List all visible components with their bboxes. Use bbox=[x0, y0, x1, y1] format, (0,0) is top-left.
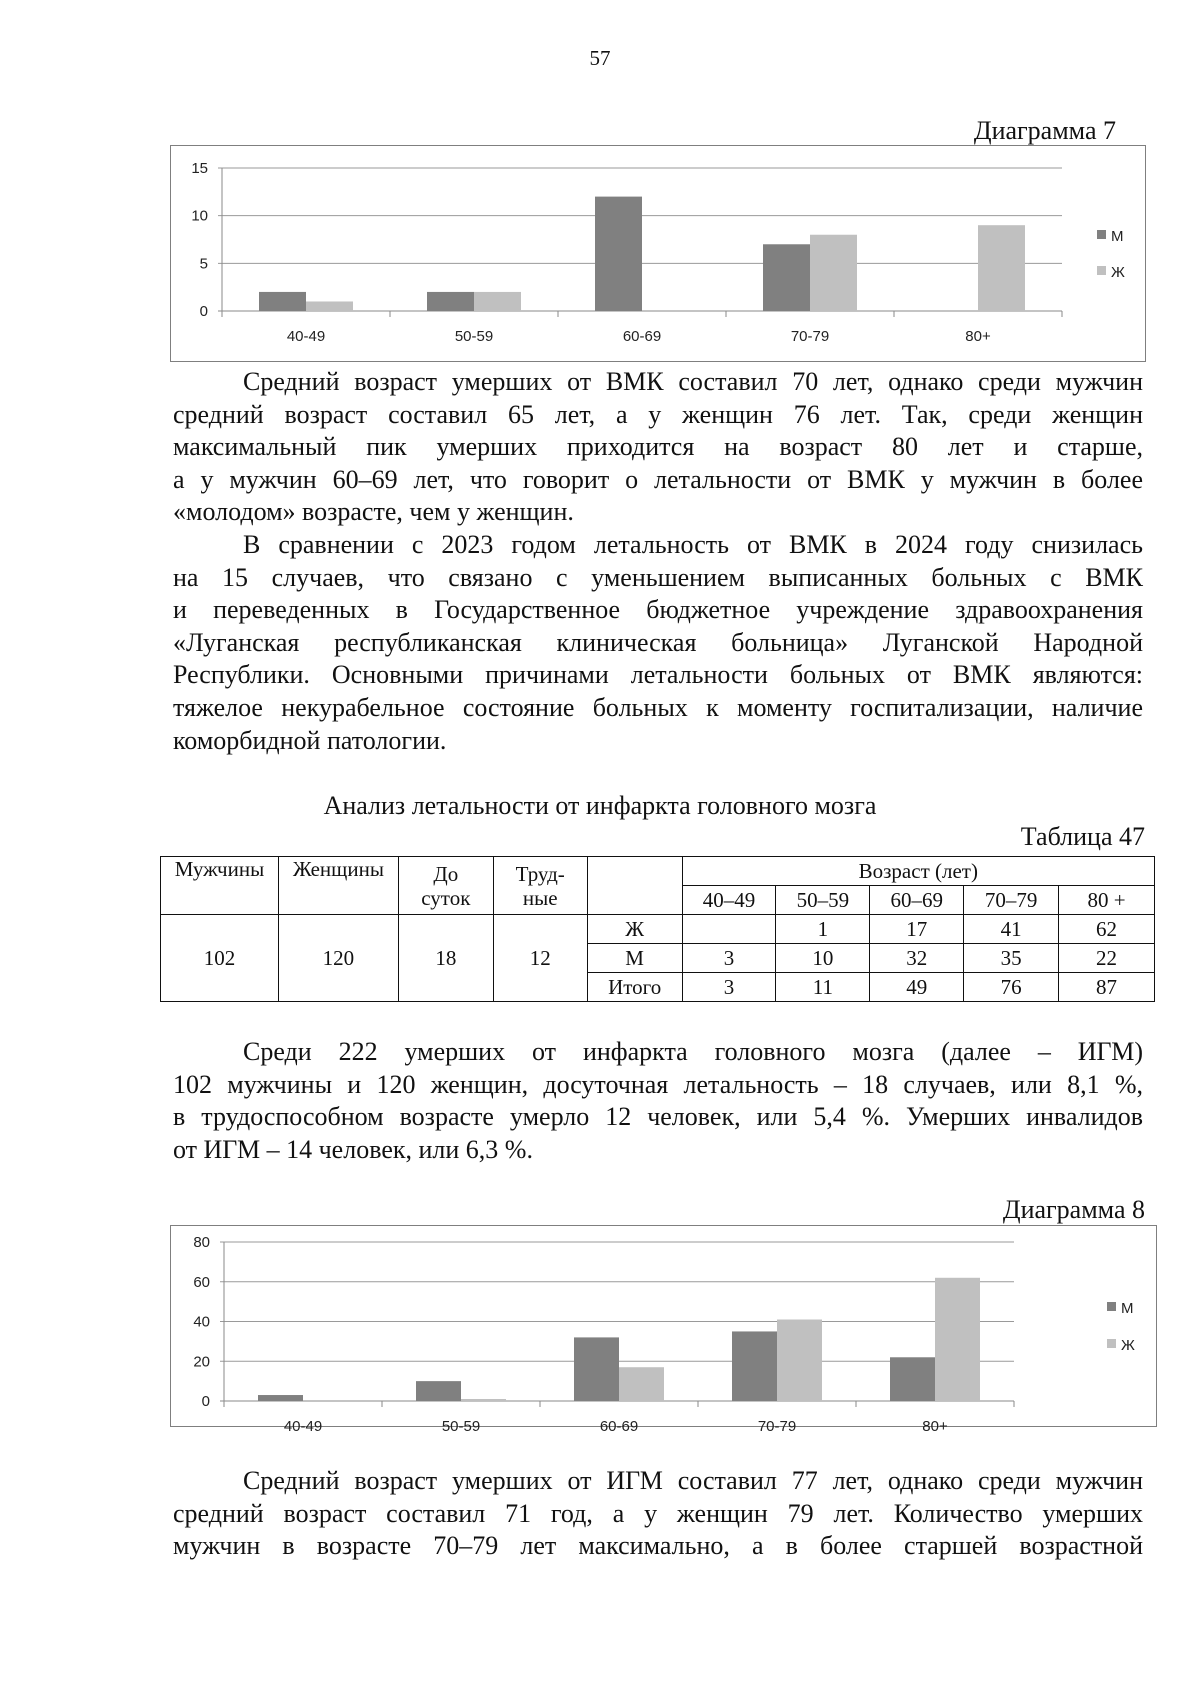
x-tick-label: 40-49 bbox=[283, 1418, 323, 1435]
legend-swatch bbox=[1107, 1339, 1116, 1348]
header-day: До суток bbox=[398, 857, 493, 915]
page-number: 57 bbox=[589, 46, 611, 70]
bar bbox=[595, 197, 642, 311]
bar bbox=[763, 244, 810, 311]
paragraph-vmk-comparison bbox=[173, 529, 1143, 757]
paragraph-vmk-age bbox=[173, 366, 1143, 529]
text-line: Средний возраст умерших от ВМК составил 70 лет, однако среди мужчин bbox=[243, 367, 1143, 396]
header-blank bbox=[587, 857, 682, 915]
legend-swatch bbox=[1107, 1302, 1116, 1311]
bar bbox=[935, 1278, 980, 1401]
text-line: коморбидной патологии. bbox=[173, 725, 447, 755]
x-tick-label: 70-79 bbox=[790, 328, 830, 345]
legend-swatch bbox=[1097, 266, 1106, 275]
y-tick-label: 10 bbox=[191, 207, 208, 225]
y-tick-label: 5 bbox=[199, 255, 208, 273]
bar bbox=[732, 1331, 777, 1401]
table-cell: 87 bbox=[1059, 973, 1155, 1002]
header-work: Труд- ные bbox=[493, 857, 587, 915]
bar bbox=[810, 235, 857, 311]
bar bbox=[978, 225, 1025, 311]
y-tick-label: 80 bbox=[193, 1234, 210, 1251]
chart8-frame bbox=[170, 1225, 1157, 1435]
text-line: средний возраст составил 65 лет, а у женщин 76 лет. Так, среди женщин bbox=[173, 399, 1143, 429]
text-line: на 15 случаев, что связано с уменьшением выписанных больных с ВМК bbox=[173, 562, 1143, 592]
bar bbox=[461, 1399, 506, 1401]
x-tick-label: 40-49 bbox=[286, 328, 326, 345]
paragraph-igm-age bbox=[173, 1465, 1143, 1563]
bar bbox=[259, 292, 306, 311]
table-cell: 62 bbox=[1059, 915, 1155, 944]
text-line: Среди 222 умерших от инфаркта головного мозга (далее – ИГМ) bbox=[243, 1037, 1143, 1066]
text-line: мужчин в возрасте 70–79 лет максимально, а в более старшей возрастной bbox=[173, 1531, 1143, 1561]
legend-label: Ж bbox=[1121, 1337, 1135, 1354]
header-men: Мужчины bbox=[161, 857, 279, 915]
text-line: средний возраст составил 71 год, а у женщин 79 лет. Количество умерших bbox=[173, 1498, 1143, 1528]
legend-label: М bbox=[1111, 228, 1124, 245]
cell-women: 120 bbox=[278, 915, 398, 1002]
table-cell: 11 bbox=[776, 973, 870, 1002]
text-line: максимальный пик умерших приходится на возраст 80 лет и старше, bbox=[173, 432, 1143, 462]
x-tick-label: 80+ bbox=[965, 328, 991, 345]
bar bbox=[427, 292, 474, 311]
header-age-group: 80 + bbox=[1059, 886, 1155, 915]
table-cell: 3 bbox=[682, 973, 776, 1002]
table-cell: 32 bbox=[870, 944, 964, 973]
cell-men: 102 bbox=[161, 915, 279, 1002]
y-tick-label: 60 bbox=[193, 1273, 210, 1291]
text-line: В сравнении с 2023 годом летальность от ВМК в 2024 году снизилась bbox=[243, 530, 1143, 559]
bar bbox=[416, 1381, 461, 1401]
header-age-group: 40–49 bbox=[682, 886, 776, 915]
legend-label: М bbox=[1121, 1300, 1134, 1317]
chart7 bbox=[171, 146, 1145, 361]
y-tick-label: 40 bbox=[193, 1313, 210, 1331]
text-line: Республики. Основными причинами летальности больных от ВМК являются: bbox=[173, 660, 1143, 690]
header-age-group: 50–59 bbox=[776, 886, 870, 915]
header-age-group: 60–69 bbox=[870, 886, 964, 915]
text-line: «Луганская республиканская клиническая больница» Луганской Народной bbox=[173, 627, 1143, 657]
table-cell: 76 bbox=[964, 973, 1059, 1002]
table-cell: 17 bbox=[870, 915, 964, 944]
x-tick-label: 60-69 bbox=[622, 328, 662, 345]
x-tick-label: 80+ bbox=[922, 1418, 948, 1435]
header-women: Женщины bbox=[278, 857, 398, 915]
table-cell: 41 bbox=[964, 915, 1059, 944]
y-tick-label: 0 bbox=[201, 1393, 210, 1410]
chart7-caption: Диаграмма 7 bbox=[973, 116, 1116, 145]
table-title: Анализ летальности от инфаркта головного мозга bbox=[323, 791, 877, 820]
header-age-group: 70–79 bbox=[964, 886, 1059, 915]
table-cell: 49 bbox=[870, 973, 964, 1002]
text-line: от ИГМ – 14 человек, или 6,3 %. bbox=[173, 1134, 533, 1164]
x-tick-label: 70-79 bbox=[757, 1418, 797, 1435]
table-label: Таблица 47 bbox=[1020, 822, 1145, 851]
row-label: М bbox=[587, 944, 682, 973]
x-tick-label: 50-59 bbox=[441, 1418, 481, 1435]
chart7-frame bbox=[170, 145, 1146, 362]
y-tick-label: 20 bbox=[193, 1353, 210, 1371]
legend-swatch bbox=[1097, 230, 1106, 239]
y-tick-label: 0 bbox=[199, 303, 208, 320]
header-age: Возраст (лет) bbox=[682, 857, 1154, 886]
text-line: Средний возраст умерших от ИГМ составил 77 лет, однако среди мужчин bbox=[243, 1466, 1143, 1495]
bar bbox=[777, 1320, 822, 1401]
bar bbox=[619, 1367, 664, 1401]
paragraph-igm-summary bbox=[173, 1036, 1143, 1166]
bar bbox=[306, 301, 353, 311]
text-line: и переведенных в Государственное бюджетное учреждение здравоохранения bbox=[173, 595, 1143, 625]
text-line: а у мужчин 60–69 лет, что говорит о летальности от ВМК у мужчин в более bbox=[173, 464, 1143, 494]
table-47 bbox=[160, 856, 1155, 1002]
row-label: Итого bbox=[587, 973, 682, 1002]
x-tick-label: 60-69 bbox=[599, 1418, 639, 1435]
table-cell: 10 bbox=[776, 944, 870, 973]
x-tick-label: 50-59 bbox=[454, 328, 494, 345]
bar bbox=[890, 1357, 935, 1401]
chart8-caption: Диаграмма 8 bbox=[1002, 1195, 1145, 1224]
cell-work: 12 bbox=[493, 915, 587, 1002]
table-cell: 22 bbox=[1059, 944, 1155, 973]
row-label: Ж bbox=[587, 915, 682, 944]
table-cell: 1 bbox=[776, 915, 870, 944]
text-line: «молодом» возрасте, чем у женщин. bbox=[173, 497, 574, 527]
text-line: тяжелое некурабельное состояние больных к моменту госпитализации, наличие bbox=[173, 692, 1143, 722]
bar bbox=[574, 1337, 619, 1401]
cell-day: 18 bbox=[398, 915, 493, 1002]
legend-label: Ж bbox=[1111, 264, 1125, 281]
table-cell: 35 bbox=[964, 944, 1059, 973]
y-tick-label: 15 bbox=[191, 160, 208, 177]
chart8 bbox=[171, 1226, 1156, 1435]
bar bbox=[258, 1395, 303, 1401]
text-line: в трудоспособном возрасте умерло 12 человек, или 5,4 %. Умерших инвалидов bbox=[173, 1102, 1143, 1132]
table-cell bbox=[682, 915, 776, 944]
text-line: 102 мужчины и 120 женщин, досуточная летальность – 18 случаев, или 8,1 %, bbox=[173, 1069, 1143, 1099]
table-cell: 3 bbox=[682, 944, 776, 973]
bar bbox=[474, 292, 521, 311]
